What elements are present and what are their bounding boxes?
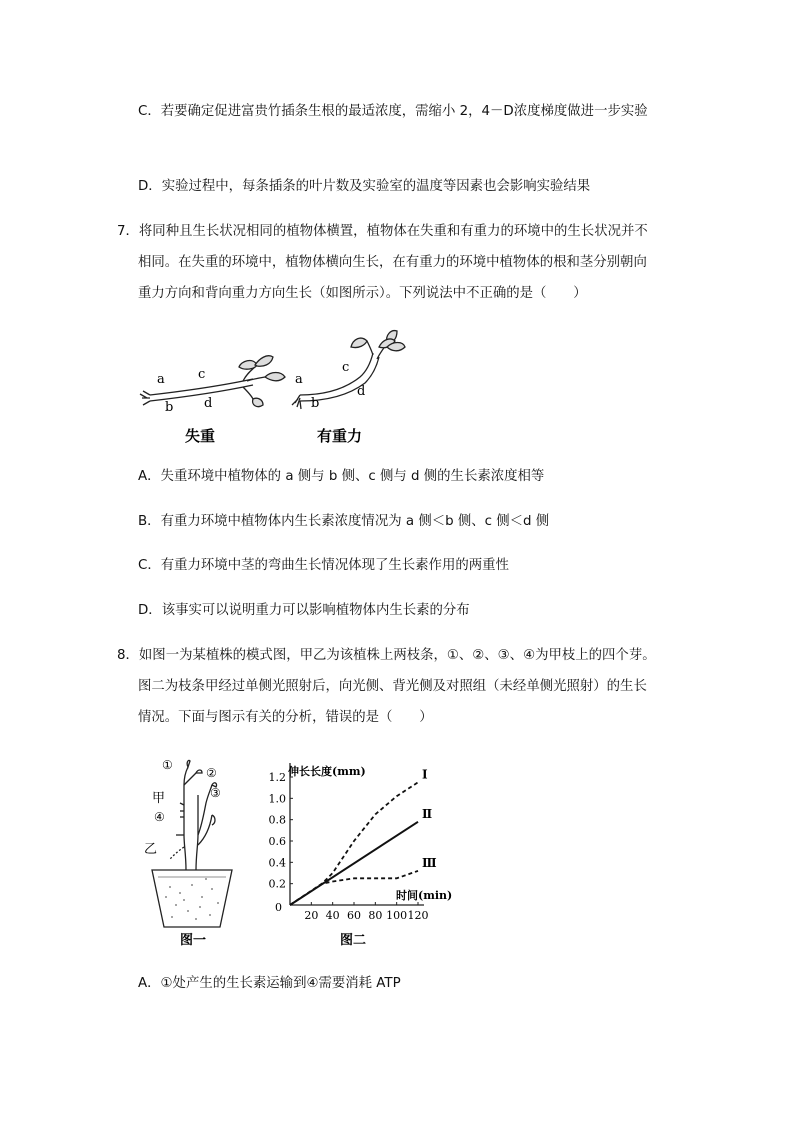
chart-series: [290, 782, 418, 905]
x-tick-label: 20: [304, 909, 319, 922]
caption-gravity: 有重力: [317, 427, 363, 445]
fig-label-b: b: [165, 400, 174, 415]
branch-yi-label: 乙: [144, 842, 158, 857]
q6-option-d: D．实验过程中，每条插条的叶片数及实验室的温度等因素也会影响实验结果: [138, 179, 591, 194]
q8-stem-line3: 情况。下面与图示有关的分析，错误的是（ ）: [138, 710, 433, 725]
bud-3-label: ③: [210, 786, 221, 800]
x-tick-label: 80: [368, 909, 383, 922]
series-name-label: Ⅱ: [422, 806, 433, 821]
q7-option-c: C．有重力环境中茎的弯曲生长情况体现了生长素作用的两重性: [138, 558, 509, 573]
q7-stem-line3: 重力方向和背向重力方向生长（如图所示）。下列说法中不正确的是（ ）: [138, 286, 587, 301]
fig-label-b-gravity: b: [311, 396, 320, 411]
y-tick-label: 0.8: [268, 813, 286, 827]
y-tick-label: 1.2: [268, 771, 286, 784]
series-name-label: Ⅲ: [422, 855, 437, 870]
x-tick-label: 120: [407, 909, 429, 922]
series-name-label: Ⅰ: [422, 767, 428, 782]
series-line: [290, 782, 418, 905]
q7-option-d: D．该事实可以说明重力可以影响植物体内生长素的分布: [138, 603, 470, 618]
q8-stem-line1: 8．如图一为某植株的模式图，甲乙为该植株上两枝条，①、②、③、④为甲枝上的四个芽。: [117, 648, 656, 663]
q7-plant-figure: [135, 325, 425, 450]
caption-weightless: 失重: [185, 427, 216, 445]
q8-stem-line2: 图二为枝条甲经过单侧光照射后，向光侧、背光侧及对照组（未经单侧光照射）的生长: [138, 679, 647, 694]
y-tick-label: 0.4: [268, 856, 286, 870]
bud-1-label: ①: [162, 758, 173, 772]
q8-figure1-plant: [140, 755, 260, 950]
fig-label-d-gravity: d: [357, 384, 366, 399]
y-tick-label: 0.2: [268, 877, 286, 891]
chart-labels: [269, 764, 453, 922]
q6-option-c: C．若要确定促进富贵竹插条生根的最适浓度，需缩小 2，4－D浓度梯度做进一步实验: [138, 104, 648, 119]
x-axis-title: 时间(min): [396, 889, 453, 902]
branch-jia-label: 甲: [152, 791, 166, 806]
q7-stem-line1: 7．将同种且生长状况相同的植物体横置，植物体在失重和有重力的环境中的生长状况并不: [117, 224, 648, 239]
fig2-caption: 图二: [340, 933, 367, 948]
fig-label-c: c: [198, 367, 206, 382]
q8-option-a: A．①处产生的生长素运输到④需要消耗 ATP: [138, 976, 401, 991]
y-tick-label: 1.0: [268, 792, 286, 806]
y-tick-label: 0.6: [268, 835, 286, 848]
bud-4-label: ④: [154, 810, 165, 824]
q7-option-b: B．有重力环境中植物体内生长素浓度情况为 a 侧＜b 侧、c 侧＜d 侧: [138, 514, 550, 529]
fig-label-d: d: [204, 396, 213, 411]
x-tick-label: 60: [347, 909, 361, 922]
chart-axes: [290, 763, 424, 905]
bud-2-label: ②: [206, 766, 217, 780]
q7-option-a: A．失重环境中植物体的 a 侧与 b 侧、c 侧与 d 侧的生长素浓度相等: [138, 469, 545, 484]
x-tick-label: 100: [386, 909, 408, 922]
fig-label-c-gravity: c: [342, 360, 350, 375]
y-axis-title: 伸长长度(mm): [288, 765, 366, 778]
x-tick-label: 40: [325, 909, 340, 922]
fig-label-a: a: [157, 372, 165, 387]
q7-stem-line2: 相同。在失重的环境中，植物体横向生长，在有重力的环境中植物体的根和茎分别朝向: [138, 255, 647, 270]
q8-figure2-chart: [262, 755, 502, 950]
origin-label: 0: [275, 901, 282, 914]
fig1-caption: 图一: [180, 933, 207, 948]
fig-label-a-gravity: a: [295, 372, 303, 387]
